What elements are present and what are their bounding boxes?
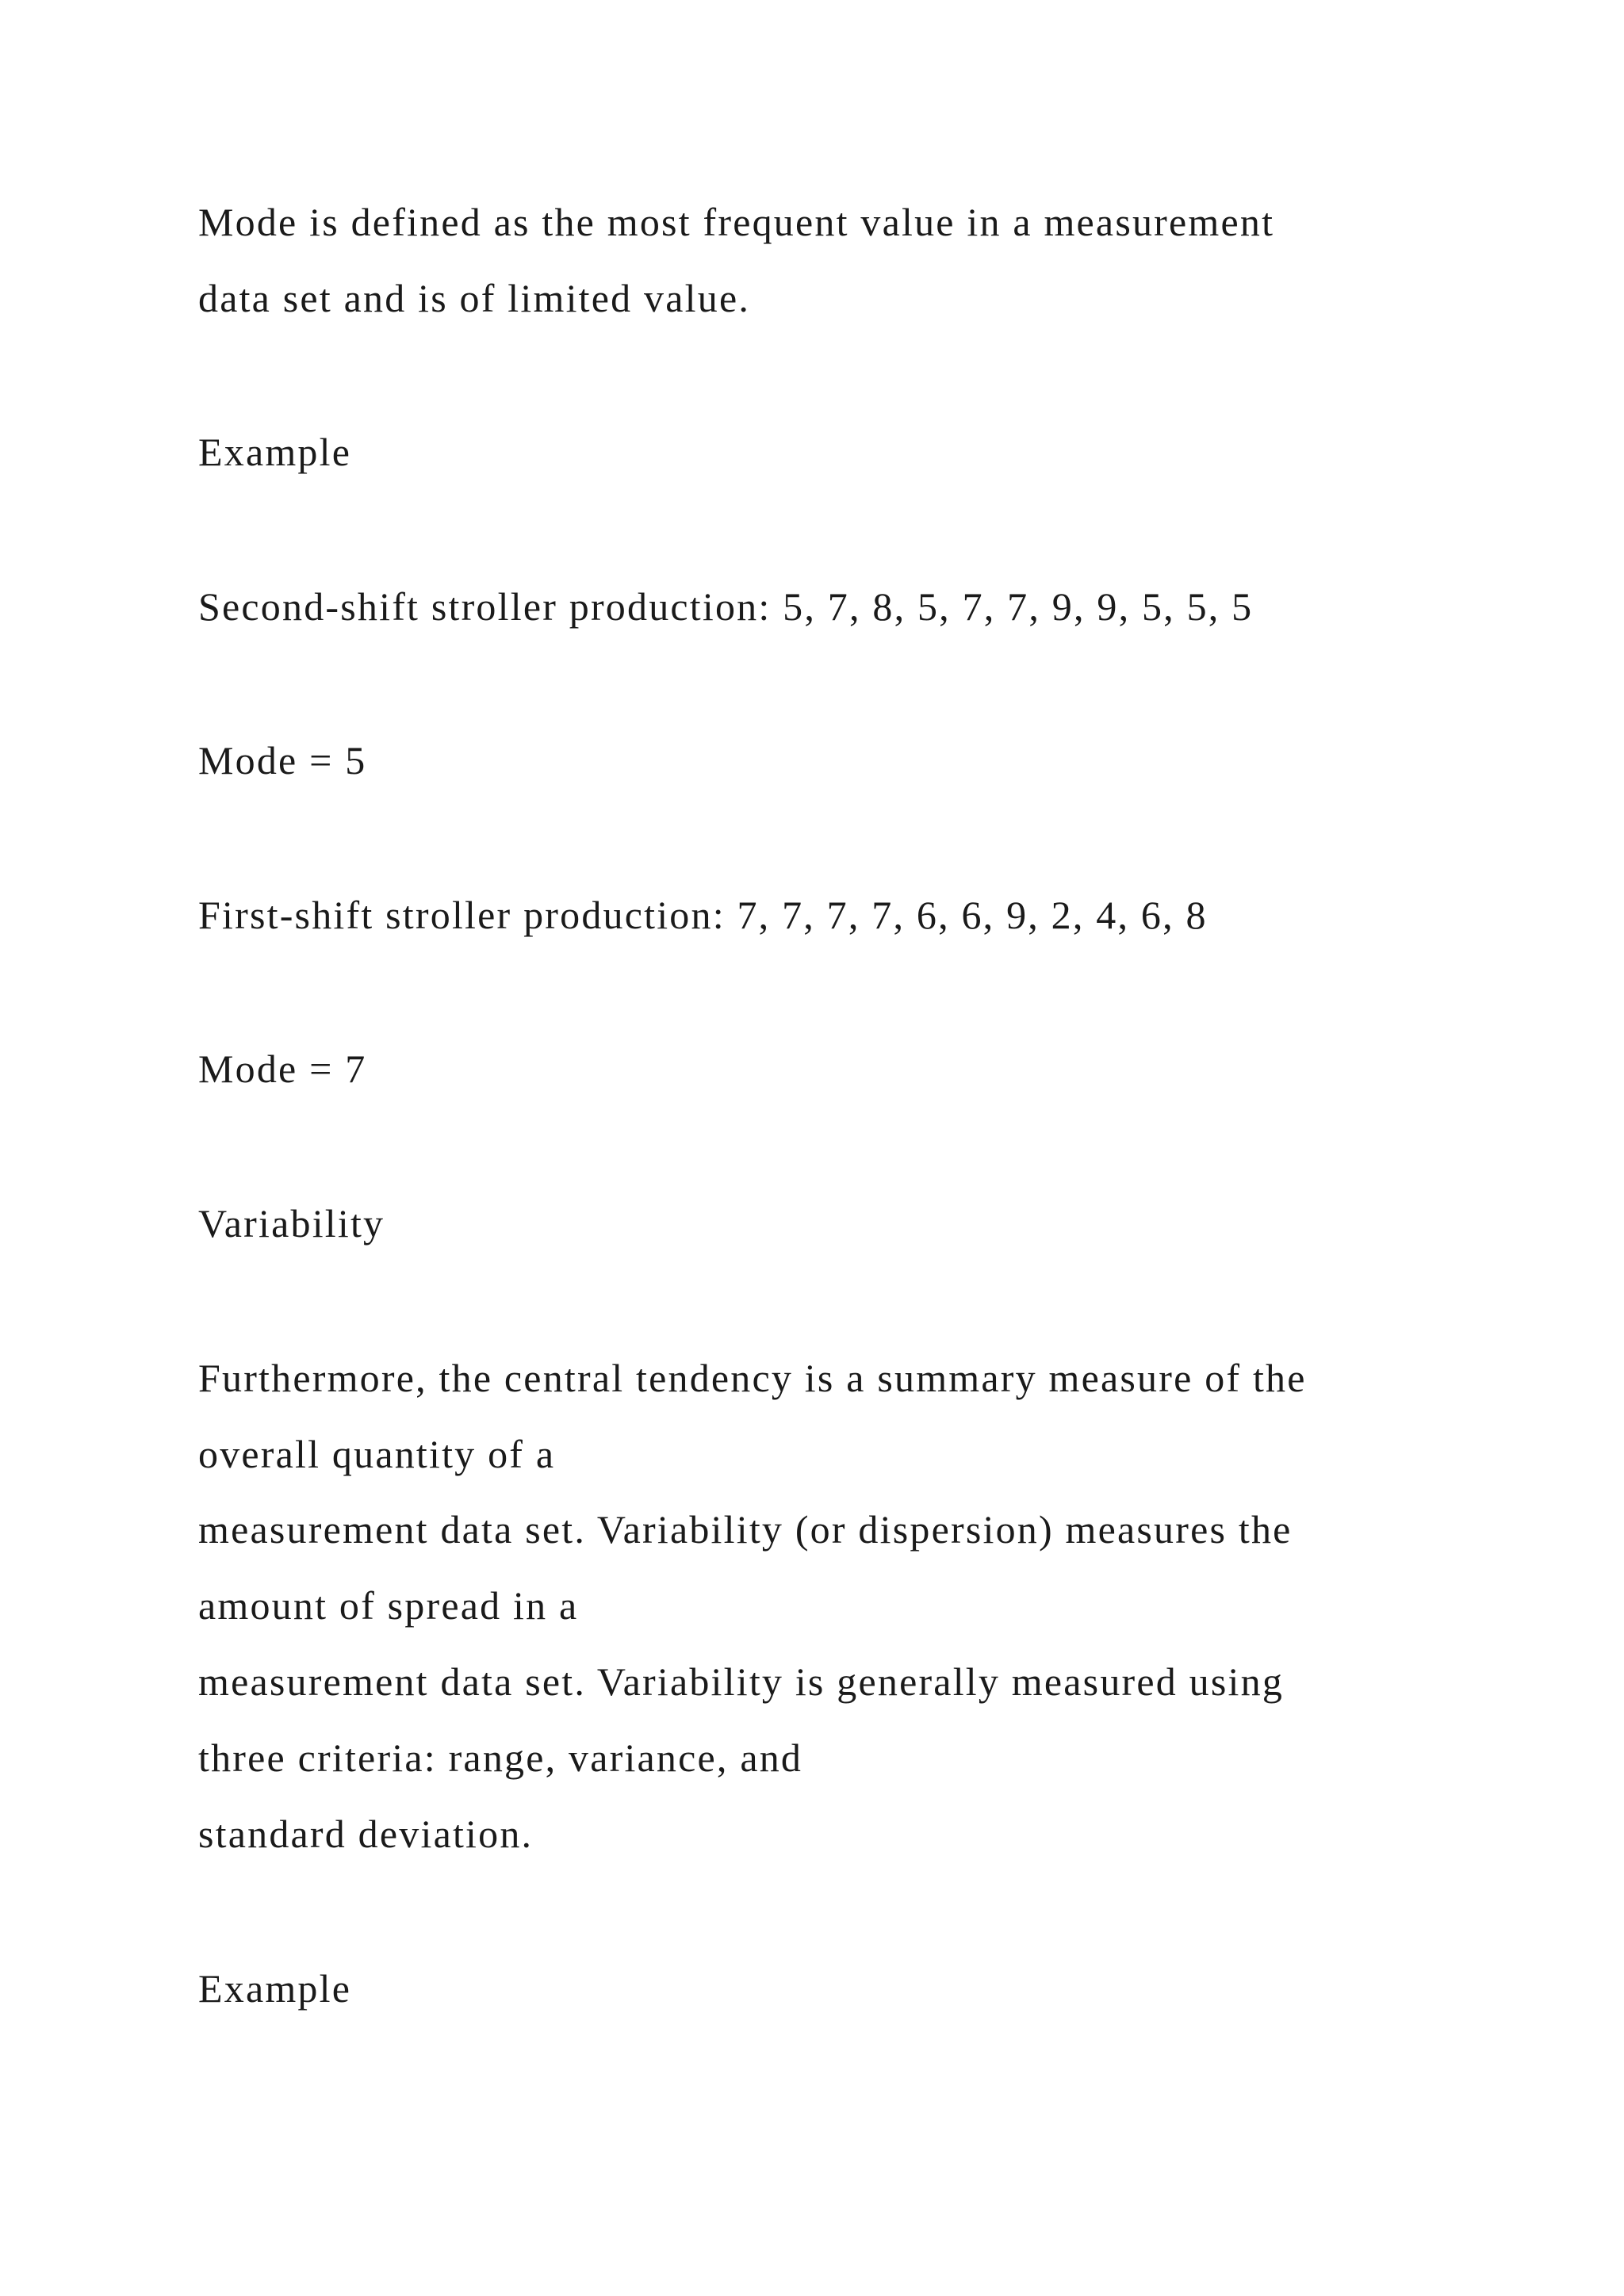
variability-paragraph-line-3: measurement data set. Variability (or dispersion) measures the [198,1507,1293,1552]
second-shift-data: Second-shift stroller production: 5, 7, 8, 5, 7, 7, 9, 9, 5, 5, 5 [198,584,1254,629]
variability-paragraph-line-7: standard deviation. [198,1812,534,1856]
example-heading: Example [198,430,352,474]
variability-paragraph-line-5: measurement data set. Variability is generally measured using [198,1659,1285,1704]
variability-paragraph-line-1: Furthermore, the central tendency is a summary measure of the [198,1356,1307,1400]
second-shift-mode: Mode = 5 [198,738,367,783]
first-shift-data: First-shift stroller production: 7, 7, 7, 7, 6, 6, 9, 2, 4, 6, 8 [198,893,1208,937]
first-shift-mode: Mode = 7 [198,1047,367,1091]
variability-paragraph-line-6: three criteria: range, variance, and [198,1735,803,1780]
example-heading: Example [198,1966,352,2011]
variability-heading: Variability [198,1201,385,1246]
variability-paragraph-line-4: amount of spread in a [198,1583,579,1628]
variability-paragraph-line-2: overall quantity of a [198,1432,556,1476]
mode-definition-line-2: data set and is of limited value. [198,276,751,320]
mode-definition-line-1: Mode is defined as the most frequent value in a measurement [198,200,1275,244]
